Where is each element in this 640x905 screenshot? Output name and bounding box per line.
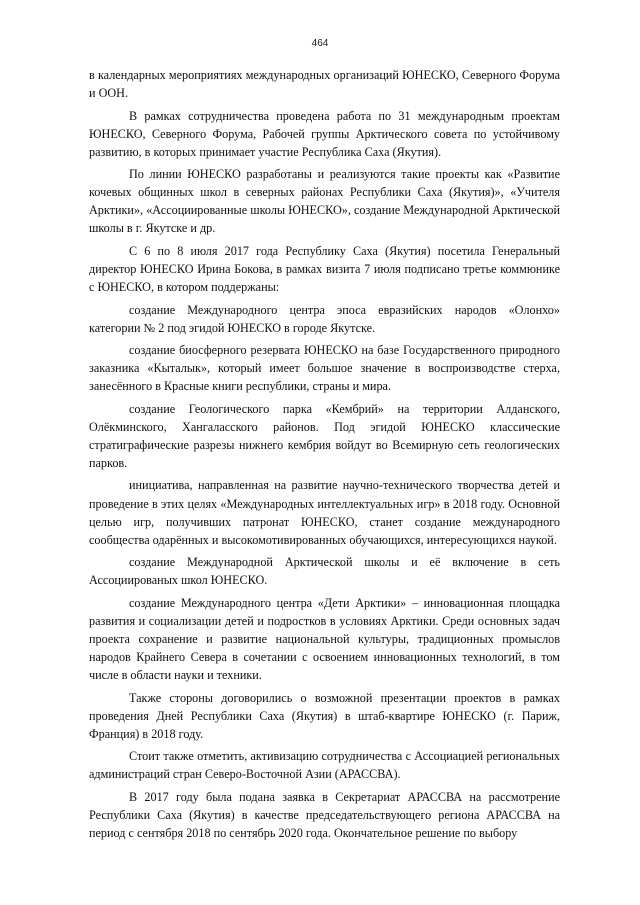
paragraph-application: В 2017 году была подана заявка в Секретариат АРАССВА на рассмотрение Республики Саха (Якутия) в качестве председательствующего региона АРАССВА на период с сентября 2018 по сентябрь 2020 года. Окончательное решение по выбору [89,789,560,840]
list-item-kytalyk: создание биосферного резервата ЮНЕСКО на базе Государственного природного заказника «Кыталык», который имеет большое значение в воспроизводстве стерха, занесённого в Красные книги республики, страны и мира. [89,343,560,394]
list-item-children-of-arctic: создание Международного центра «Дети Арктики» – инновационная площадка развития и социализации детей и подростков в условиях Арктики. Среди основных задач проекта сохранение и развитие национальной культуры, традиционных промыслов народов Крайнего Севера в сочетании с освоением инновационных технологий, в том числе в области науки и техники. [89,595,560,682]
list-item-intellectual-games: инициатива, направленная на развитие научно-технического творчества детей и проведение в этих целях «Международных интеллектуальных игр» в 2018 году. Основной целью игр, получивших патронат ЮНЕСКО, станет создание международного сообщества одарённых и высокомотивированных обучающихся, интересующихся наукой. [89,478,560,547]
page-number: 464 [311,38,329,49]
paragraph-arassva: Стоит также отметить, активизацию сотрудничества с Ассоциацией региональных администраций стран Северо-Восточной Азии (АРАССВА). [89,749,560,782]
paragraph-3: По линии ЮНЕСКО разработаны и реализуются такие проекты как «Развитие кочевых общинных школ в северных районах Республики Саха (Якутия)», «Учителя Арктики», «Ассоциированные школы ЮНЕСКО», создание Международной Арктической школы в г. Якутске и др. [89,167,560,236]
paragraph-4: С 6 по 8 июля 2017 года Республику Саха (Якутия) посетила Генеральный директор ЮНЕСКО Ирина Бокова, в рамках визита 7 июля подписано третье коммюнике с ЮНЕСКО, в котором поддержаны: [89,243,560,295]
paragraph-presentation: Также стороны договорились о возможной презентации проектов в рамках проведения Дней Республики Саха (Якутия) в штаб-квартире ЮНЕСКО (г. Париж, Франция) в 2018 году. [89,690,560,741]
page-body [89,66,560,842]
paragraph-2: В рамках сотрудничества проведена работа по 31 международным проектам ЮНЕСКО, Северного Форума, Рабочей группы Арктического совета по устойчивому развитию, в которых принимает участие Республика Саха (Якутия). [89,108,560,159]
list-item-olonkho: создание Международного центра эпоса евразийских народов «Олонхо» категории № 2 под эгидой ЮНЕСКО в городе Якутске. [89,302,560,335]
paragraph-1: в календарных мероприятиях международных организаций ЮНЕСКО, Северного Форума и ООН. [89,68,560,101]
list-item-arctic-school: создание Международной Арктической школы и её включение в сеть Ассоциированых школ ЮНЕСКО. [89,555,560,588]
list-item-kembriy: создание Геологического парка «Кембрий» на территории Алданского, Олёкминского, Хангаласского районов. Под эгидой ЮНЕСКО классические стратиграфические разрезы нижнего кембрия войдут во Всемирную сеть геологических парков. [89,401,560,470]
